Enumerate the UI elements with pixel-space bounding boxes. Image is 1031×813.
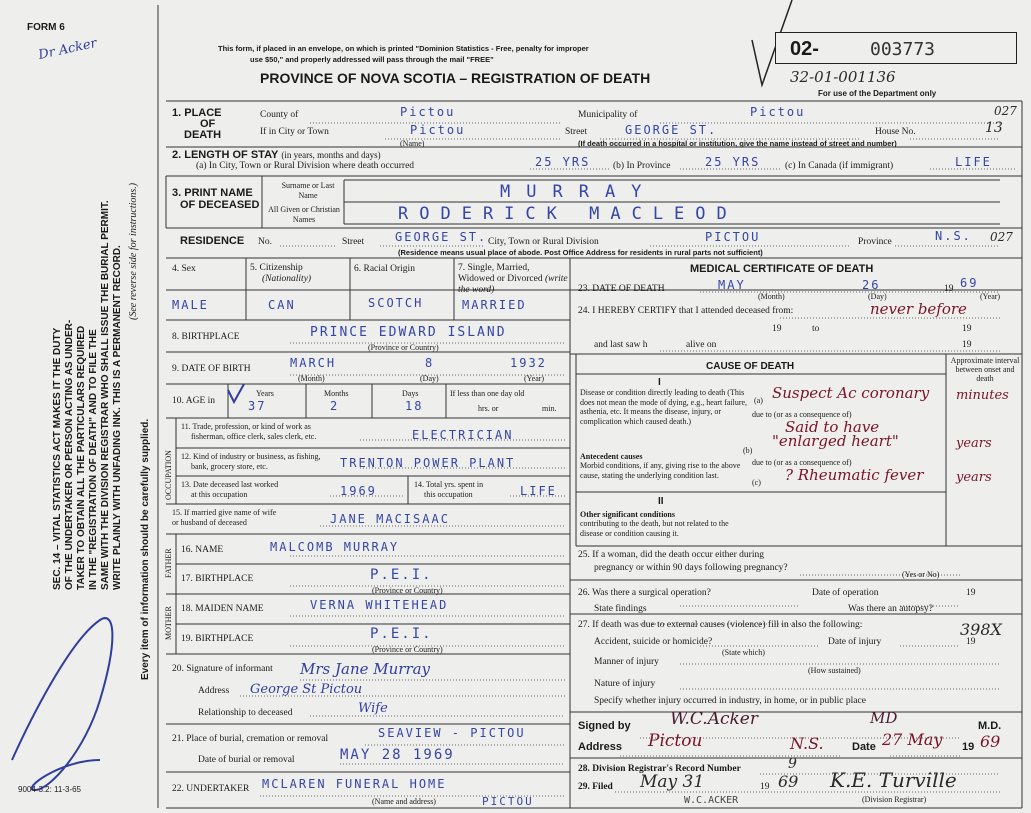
municipality-label: Municipality of (578, 110, 638, 120)
father-name-value: MALCOMB MURRAY (270, 540, 400, 554)
racial-value: SCOTCH (368, 296, 424, 310)
name-label: 3. PRINT NAME OF DECEASED (172, 187, 260, 211)
informant-addr-label: Address (198, 686, 230, 696)
given-value: RODERICK MACLEOD (398, 204, 738, 224)
mother-bp-value: P.E.I. (370, 626, 433, 642)
marital-label: 7. Single, Married, Widowed or Divorced (write the word) (458, 263, 568, 295)
informant-addr-value: George St Pictou (250, 682, 363, 697)
death-year: 69 (960, 276, 979, 290)
burial-place-value: SEAVIEW - PICTOU (378, 726, 526, 740)
residence-no-label: No. (258, 237, 272, 247)
filed-date: May 31 (640, 772, 705, 792)
alive-on-label: alive on (686, 340, 717, 350)
cause-b-mark: (b) (743, 446, 753, 455)
dob-year-caption: (Year) (524, 374, 545, 383)
county-value: Pictou (400, 105, 456, 119)
stay-b-label: (b) In Province (613, 161, 671, 171)
how-sustained-caption: (How sustained) (808, 666, 861, 675)
md-label: M.D. (978, 720, 1002, 732)
place-label: 1. PLACE OF DEATH (172, 107, 222, 141)
mother-bp-caption: (Province or Country) (372, 645, 443, 654)
blue-pen-scribble (12, 384, 244, 790)
death-day-caption: (Day) (868, 292, 887, 301)
injury-code: 398X (960, 620, 1002, 639)
residence-city-value: PICTOU (705, 230, 761, 244)
dob-month: MARCH (290, 356, 337, 370)
date-injury-label: Date of injury (828, 637, 882, 647)
informant-rel-label: Relationship to deceased (198, 708, 293, 718)
accident-label: Accident, suicide or homicide? (594, 637, 713, 647)
disease-label: Disease or condition directly leading to death (This does not mean the mode of dying, e.g., heart failure, asthenia, etc. It means the disease, injury, or complication which caused death.) (580, 388, 748, 426)
residence-city-label: City, Town or Rural Division (488, 237, 599, 247)
death-year-caption: (Year) (980, 292, 1001, 301)
reg-number: 003773 (870, 39, 936, 60)
undertaker-caption: (Name and address) (372, 797, 436, 806)
sig-date-label: Date (852, 741, 876, 753)
informant-sig-label: 20. Signature of informant (172, 664, 273, 674)
house-value: 13 (985, 120, 1003, 136)
place-code: 027 (994, 104, 1017, 118)
dob-day: 8 (425, 356, 435, 370)
burial-place-label: 21. Place of burial, cremation or removal (172, 734, 329, 744)
side-note: (See reverse side for instructions.) (128, 182, 139, 320)
envelope-notice-2: use $50," and properly addressed will pass through the mail "FREE" (250, 55, 494, 64)
q12-label: 12. Kind of industry or business, as fishing, bank, grocery store, etc. (181, 452, 321, 471)
other-label: Other significant conditions (580, 510, 675, 519)
undertaker-town: PICTOU (482, 795, 534, 808)
mother-maiden-value: VERNA WHITEHEAD (310, 598, 449, 612)
sex-value: MALE (172, 298, 209, 312)
attended-to-19: 19 (962, 324, 972, 334)
stay-label: 2. LENGTH OF STAY (in years, months and days) (172, 149, 381, 161)
registrar-caption: (Division Registrar) (862, 795, 927, 804)
q27-label: 27. If death was due to external causes (violence) fill in also the following: (578, 620, 863, 630)
mother-maiden-label: 18. MAIDEN NAME (181, 604, 264, 614)
street-label: Street (565, 127, 588, 137)
death-day: 26 (862, 278, 881, 292)
county-label: County of (260, 110, 299, 120)
residence-province-label: Province (858, 237, 892, 247)
roman-2: II (658, 496, 664, 507)
corner-note: Dr Acker (37, 36, 99, 63)
q28-label: 28. Division Registrar's Record Number (578, 764, 741, 774)
op-date-label: Date of operation (812, 588, 879, 598)
city-label: If in City or Town (260, 127, 329, 137)
death-month: MAY (718, 278, 746, 292)
stay-b-value: 25 YRS (705, 155, 761, 169)
q13-label: 13. Date deceased last worked at this occupation (181, 480, 279, 499)
dept-use-label: For use of the Department only (818, 89, 937, 98)
manner-label: Manner of injury (594, 657, 659, 667)
stay-c-value: LIFE (955, 155, 992, 169)
sex-label: 4. Sex (172, 264, 196, 274)
last-worked-value: 1969 (340, 484, 377, 498)
residence-street-value: GEORGE ST. (395, 230, 488, 244)
trade-value: ELECTRICIAN (412, 428, 514, 442)
signed-md: MD (870, 709, 898, 727)
mother-side-label: MOTHER (164, 606, 173, 640)
last-saw-label: and last saw h (594, 340, 648, 350)
dob-day-caption: (Day) (420, 374, 439, 383)
dob-year: 1932 (510, 356, 547, 370)
specify-label: Specify whether injury occurred in industry, in home, or in public place (594, 696, 866, 706)
age-hrs-label: hrs. or (478, 404, 499, 413)
other-sub: contributing to the death, but not related to the disease or condition causing it. (580, 519, 729, 538)
age-min-label: min. (542, 404, 557, 413)
cause-a-value: Suspect Ac coronary (772, 384, 930, 402)
q11-label: 11. Trade, profession, or kind of work as fisherman, office clerk, sales clerk, etc. (181, 422, 317, 441)
racial-label: 6. Racial Origin (354, 264, 415, 274)
injury-19: 19 (966, 637, 976, 647)
state-findings-label: State findings (594, 604, 647, 614)
side-supply: Every item of information should be carefully supplied. (140, 418, 151, 680)
q29-label: 29. Filed (578, 782, 613, 792)
alive-19: 19 (962, 340, 972, 350)
age-label: 10. AGE in (172, 396, 216, 406)
age-days: 18 (405, 399, 424, 413)
interval-c-value: years (956, 470, 992, 485)
marital-value: MARRIED (462, 298, 527, 312)
birthplace-label: 8. BIRTHPLACE (172, 332, 240, 342)
birthplace-caption: (Province or Country) (368, 343, 439, 352)
burial-date-value: MAY 28 1969 (340, 747, 455, 763)
informant-rel-value: Wife (358, 701, 388, 716)
age-years: 37 (248, 399, 267, 413)
stay-a-value: 25 YRS (535, 155, 591, 169)
sig-date-value: 27 May (882, 730, 943, 749)
residence-code: 027 (990, 230, 1013, 244)
spouse-value: JANE MACISAAC (330, 512, 450, 526)
reg-number-prefix: 02- (790, 38, 819, 60)
father-bp-caption: (Province or Country) (372, 586, 443, 595)
q14-label: 14. Total yrs. spent in this occupation (414, 480, 484, 499)
father-name-label: 16. NAME (181, 545, 224, 555)
father-side-label: FATHER (164, 548, 173, 578)
age-less-label: If less than one day old (450, 389, 525, 398)
autopsy-label: Was there an autopsy? (848, 604, 933, 614)
address-value: Pictou (648, 731, 703, 751)
age-days-label: Days (402, 389, 419, 398)
yes-no-caption: (Yes or No) (902, 570, 940, 579)
page-title: PROVINCE OF NOVA SCOTIA – REGISTRATION OF DEATH (260, 70, 651, 86)
dob-label: 9. DATE OF BIRTH (172, 364, 251, 374)
death-month-caption: (Month) (758, 292, 785, 301)
q25-label: 25. If a woman, did the death occur either during (578, 550, 764, 560)
burial-date-label: Date of burial or removal (198, 755, 295, 765)
due-to-1: due to (or as a consequence of) (752, 410, 852, 419)
residence-street-label: Street (342, 237, 365, 247)
attended-to-label: to (812, 324, 820, 334)
stay-c-label: (c) In Canada (if immigrant) (785, 161, 894, 171)
side-law-text: SEC. 14 – VITAL STATISTICS ACT MAKES IT THE DUTY OF THE UNDERTAKER OR PERSON ACTING AS UNDER- TAKER TO OBTAIN ALL THE PARTICULARS REQUIRED IN THE "REGISTRATION OF DEATH" AND TO FILE THE SAME WITH THE DIVISION REGISTRAR WHO SHALL ISSUE THE BURIAL PERMIT. WRITE PLAINLY WITH UNFADING INK. THIS IS A PERMANENT RECORD. (52, 200, 123, 590)
municipality-value: Pictou (750, 105, 806, 119)
spouse-label: 15. If married give name of wife or husband of deceased (172, 508, 277, 527)
surname-label: Surname or Last Name (281, 181, 335, 200)
cause-c-value: ? Rheumatic fever (785, 466, 924, 484)
cause-b-value-1: Said to have (785, 418, 880, 436)
hospital-note: (If death occurred in a hospital or institution, give the name instead of street and number) (578, 139, 897, 148)
surname-value: MURRAY (500, 182, 658, 202)
registrar-signature: K.E. Turville (830, 768, 957, 792)
q24-label: 24. I HEREBY CERTIFY that I attended deceased from: (578, 306, 794, 316)
father-bp-value: P.E.I. (370, 567, 433, 583)
citizenship-label: 5. Citizenship (Nationality) (250, 263, 312, 284)
sig-year: 69 (980, 732, 1001, 751)
address-ns: N.S. (790, 734, 824, 753)
q26-label: 26. Was there a surgical operation? (578, 588, 711, 598)
stay-a-label: (a) In City, Town or Rural Division where death occurred (196, 161, 415, 171)
dob-month-caption: (Month) (298, 374, 325, 383)
undertaker-label: 22. UNDERTAKER (172, 784, 250, 794)
residence-province-value: N.S. (935, 229, 972, 243)
cause-c-mark: (c) (752, 478, 761, 487)
residence-label: RESIDENCE (180, 235, 245, 247)
sig-year-prefix: 19 (962, 741, 975, 753)
q25b-label: pregnancy or within 90 days following pregnancy? (594, 563, 788, 573)
interval-b-value: years (956, 436, 992, 451)
state-which-caption: (State which) (722, 648, 765, 657)
occupation-side-label: OCCUPATION (164, 450, 173, 500)
interval-header: Approximate interval between onset and death (950, 356, 1020, 383)
death-year-prefix: 19 (944, 284, 954, 294)
industry-value: TRENTON POWER PLANT (340, 456, 516, 470)
antecedent-label: Antecedent causes (580, 452, 643, 461)
age-years-label: Years (256, 389, 274, 398)
dept-number: 32-01-001136 (790, 68, 896, 86)
residence-note: (Residence means usual place of abode. Post Office Address for residents in rural parts not sufficient) (398, 248, 763, 257)
cause-header: CAUSE OF DEATH (706, 361, 795, 372)
due-to-2: due to (or as a consequence of) (752, 458, 852, 467)
registrar-stamp: W.C.ACKER (684, 795, 739, 806)
citizenship-value: CAN (268, 298, 296, 312)
mother-bp-label: 19. BIRTHPLACE (181, 634, 254, 644)
name-caption: (Name) (400, 139, 425, 148)
attended-value: never before (870, 300, 967, 318)
birthplace-value: PRINCE EDWARD ISLAND (310, 325, 507, 340)
roman-1: I (658, 377, 661, 388)
interval-a-value: minutes (956, 388, 1009, 403)
signed-by-label: Signed by (578, 720, 631, 732)
record-number: 9 (788, 756, 797, 772)
father-bp-label: 17. BIRTHPLACE (181, 574, 254, 584)
cause-b-value-2: "enlarged heart" (772, 432, 899, 450)
given-label: All Given or Christian Names (268, 205, 340, 224)
medical-header: MEDICAL CERTIFICATE OF DEATH (690, 263, 874, 275)
age-months: 2 (330, 399, 340, 413)
attended-from-19: 19 (772, 324, 782, 334)
address-label: Address (578, 741, 623, 753)
op-19: 19 (966, 588, 976, 598)
filed-year: 69 (778, 772, 799, 791)
house-label: House No. (875, 127, 916, 137)
age-months-label: Months (324, 389, 349, 398)
filed-19: 19 (760, 782, 770, 792)
form-code: 9004-3.2: 11-3-65 (18, 785, 82, 794)
form-number: FORM 6 (27, 22, 65, 33)
city-value: Pictou (410, 123, 466, 137)
antecedent-sub: Morbid conditions, if any, giving rise to the above cause, stating the underlying condition last. (580, 461, 741, 480)
nature-label: Nature of injury (594, 679, 656, 689)
signed-by-value: W.C.Acker (670, 709, 758, 729)
cause-a-mark: (a) (754, 396, 763, 405)
q23-label: 23. DATE OF DEATH (578, 284, 665, 294)
undertaker-value: MCLAREN FUNERAL HOME (262, 777, 447, 791)
informant-sig-value: Mrs Jane Murray (300, 660, 431, 678)
street-value: GEORGE ST. (625, 123, 718, 137)
envelope-notice-1: This form, if placed in an envelope, on which is printed "Dominion Statistics - Free, penalty for improper (218, 44, 589, 53)
total-years-value: LIFE (520, 484, 557, 498)
